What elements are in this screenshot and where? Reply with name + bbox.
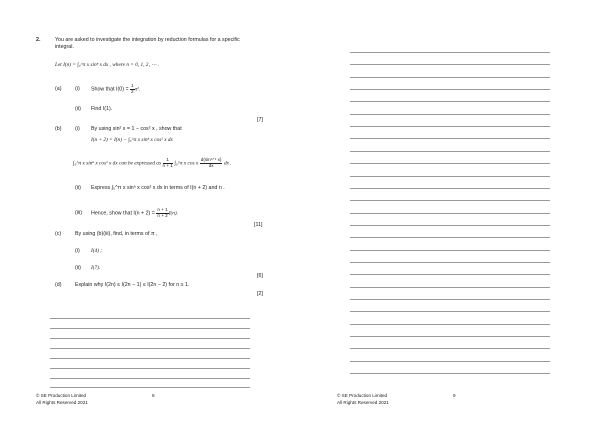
answer-line xyxy=(50,328,250,329)
part-b-label: (b) xyxy=(55,126,62,132)
answer-line xyxy=(50,318,250,319)
answer-line xyxy=(350,64,550,65)
part-b-iii-text: Hence, show that I(n + 2) = $\frac{n + 1}{n + 2}$ I(n). xyxy=(91,207,178,218)
answer-line xyxy=(350,89,550,90)
part-b-ii-text: Express ∫₀^π x sinⁿ x cos² x dx in terms of I(n + 2) and n . xyxy=(91,185,225,191)
answer-line xyxy=(350,176,550,177)
part-b-i-expression: ∫₀^π x sinⁿ x cos² x dx can be expressed as $\frac{1}{n + 1}$ ∫₀^π x cos x $\frac{\text{d(sinⁿ⁺¹ x)}}{dx}$ dx . xyxy=(73,157,232,168)
question-number: 2. xyxy=(36,37,41,43)
answer-line xyxy=(350,126,550,127)
part-c-marks: [6] xyxy=(257,273,263,279)
answer-line xyxy=(50,387,250,388)
part-a-marks: [7] xyxy=(257,117,263,123)
answer-line xyxy=(350,114,550,115)
let-definition: Let I(n) = ∫₀^π x sinⁿ x dx , where n = 0, 1, 2, ⋯ . xyxy=(55,62,160,68)
part-c-ii-label: (ii) xyxy=(75,265,81,271)
part-c-ii-text: I(7). xyxy=(91,265,101,271)
answer-line xyxy=(350,101,550,102)
part-c-i-text: I(4) ; xyxy=(91,248,103,254)
answer-line xyxy=(350,274,550,275)
part-b-ii-label: (ii) xyxy=(75,185,81,191)
part-a-ii-label: (ii) xyxy=(75,106,81,112)
answer-line xyxy=(350,262,550,263)
answer-line xyxy=(350,348,550,349)
part-b-marks: [11] xyxy=(254,222,263,228)
answer-line xyxy=(350,163,550,164)
part-b-i-label: (i) xyxy=(75,126,80,132)
part-b-i-text: By using sin² x = 1 − cos² x , show that xyxy=(91,126,182,132)
answer-line xyxy=(350,250,550,251)
answer-line xyxy=(350,200,550,201)
footer-rights: All Rights Reserved 2021 xyxy=(337,400,389,405)
right-page xyxy=(300,0,600,424)
part-d-label: (d) xyxy=(55,282,62,288)
answer-line xyxy=(350,324,550,325)
page-number: 8 xyxy=(152,393,155,398)
answer-line xyxy=(350,287,550,288)
page-number: 9 xyxy=(453,393,456,398)
question-intro: You are asked to investigate the integration by reduction formulas for a specific integral. xyxy=(55,37,240,50)
part-c-text: By using (b)(iii), find, in terms of π , xyxy=(75,231,158,237)
answer-line xyxy=(350,138,550,139)
answer-line xyxy=(350,151,550,152)
answer-line xyxy=(350,237,550,238)
part-b-i-equation: I(n + 2) = I(n) − ∫₀^π x sinⁿ x cos² x dx xyxy=(91,137,173,143)
answer-line xyxy=(350,336,550,337)
part-a-ii-text: Find I(1). xyxy=(91,106,113,112)
answer-line xyxy=(50,368,250,369)
answer-line xyxy=(50,358,250,359)
answer-line xyxy=(350,77,550,78)
footer-company: © SE Production Limited xyxy=(36,393,87,398)
part-b-iii-label: (iii) xyxy=(75,210,83,216)
answer-line xyxy=(50,338,250,339)
part-c-i-label: (i) xyxy=(75,248,80,254)
answer-line xyxy=(350,52,550,53)
answer-line xyxy=(350,213,550,214)
part-d-marks: [2] xyxy=(257,291,263,297)
answer-line xyxy=(350,311,550,312)
answer-line xyxy=(50,348,250,349)
part-d-text: Explain why I(2n) ≤ I(2n − 1) ≤ I(2n − 2) for n ≥ 1. xyxy=(75,282,190,288)
part-a-i-label: (i) xyxy=(75,86,80,92)
answer-line xyxy=(350,373,550,374)
answer-line xyxy=(350,225,550,226)
part-a-i-text: Show that I(0) = $\frac{1}{2}$ π². xyxy=(91,83,141,94)
footer-rights: All Rights Reserved 2021 xyxy=(36,400,88,405)
answer-line xyxy=(350,361,550,362)
answer-line xyxy=(350,299,550,300)
answer-line xyxy=(350,188,550,189)
footer-company: © SE Production Limited xyxy=(337,393,388,398)
part-a-label: (a) xyxy=(55,86,62,92)
answer-line xyxy=(50,378,250,379)
part-c-label: (c) xyxy=(55,231,62,237)
